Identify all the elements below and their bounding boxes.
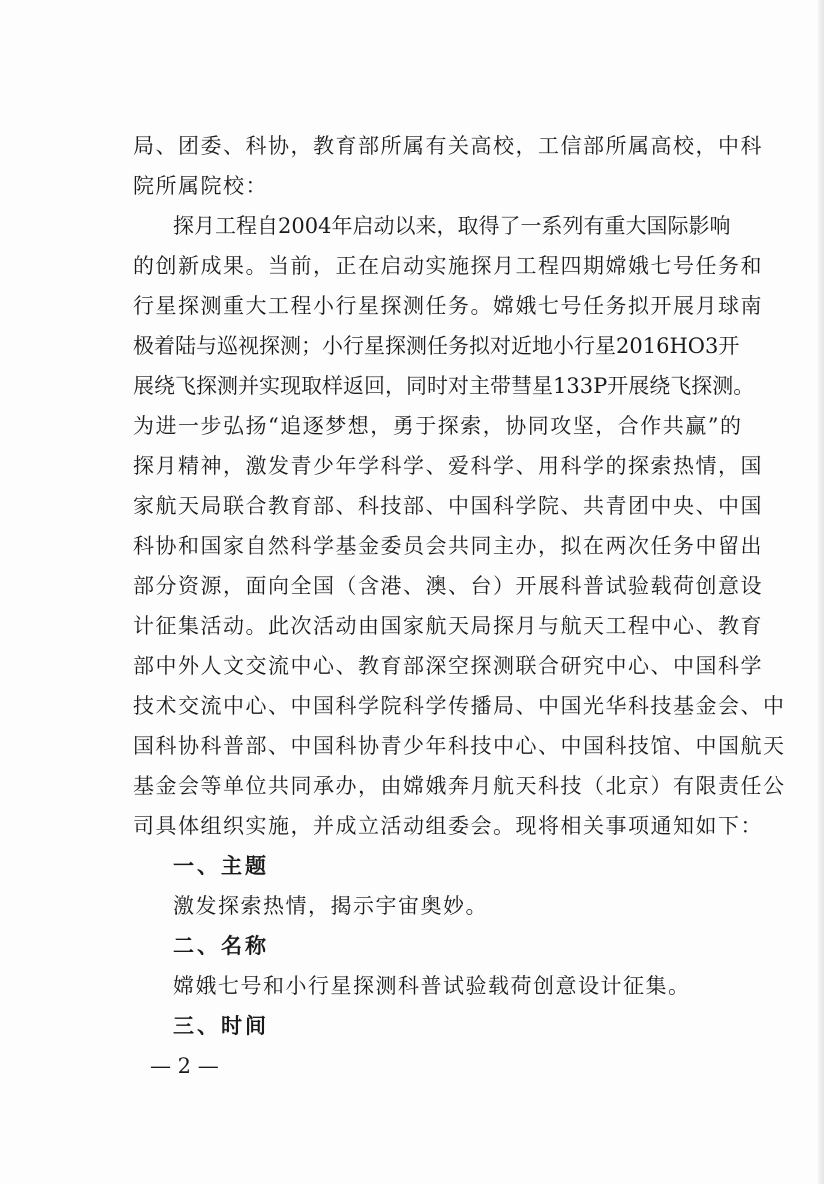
body-line-7: 展绕飞探测并实现取样返回，同时对主带彗星133P开展绕飞探测。 — [133, 374, 755, 398]
section-1-text: 激发探索热情，揭示宇宙奥妙。 — [173, 894, 488, 918]
body-line-17: 基金会等单位共同承办，由嫦娥奔月航天科技（北京）有限责任公 — [133, 774, 786, 798]
body-line-5: 行星探测重大工程小行星探测任务。嫦娥七号任务拟开展月球南 — [133, 294, 763, 318]
body-line-6: 极着陆与巡视探测；小行星探测任务拟对近地小行星2016HO3开 — [133, 334, 740, 358]
body-line-4: 的创新成果。当前，正在启动实施探月工程四期嫦娥七号任务和 — [133, 254, 763, 278]
body-line-11: 科协和国家自然科学基金委员会共同主办，拟在两次任务中留出 — [133, 534, 763, 558]
section-1-heading: 一、主题 — [173, 854, 269, 878]
body-line-2: 院所属院校： — [133, 174, 268, 198]
body-line-18: 司具体组织实施，并成立活动组委会。现将相关事项通知如下： — [133, 814, 763, 838]
section-2-text: 嫦娥七号和小行星探测科普试验载荷创意设计征集。 — [173, 974, 691, 998]
body-line-1: 局、团委、科协，教育部所属有关高校，工信部所属高校，中科 — [133, 134, 763, 158]
body-line-16: 国科协科普部、中国科协青少年科技中心、中国科技馆、中国航天 — [133, 734, 786, 758]
body-line-9: 探月精神，激发青少年学科学、爱科学、用科学的探索热情，国 — [133, 454, 763, 478]
body-line-8: 为进一步弘扬“追逐梦想，勇于探索，协同攻坚，合作共赢”的 — [133, 414, 743, 438]
paragraph-first-line: 探月工程自2004年启动以来，取得了一系列有重大国际影响 — [173, 214, 731, 238]
body-line-15: 技术交流中心、中国科学院科学传播局、中国光华科技基金会、中 — [133, 694, 786, 718]
body-line-14: 部中外人文交流中心、教育部深空探测联合研究中心、中国科学 — [133, 654, 763, 678]
body-line-13: 计征集活动。此次活动由国家航天局探月与航天工程中心、教育 — [133, 614, 763, 638]
page-number: — 2 — — [150, 1054, 219, 1078]
scan-edge-shadow — [818, 0, 824, 1184]
body-line-10: 家航天局联合教育部、科技部、中国科学院、共青团中央、中国 — [133, 494, 763, 518]
body-line-12: 部分资源，面向全国（含港、澳、台）开展科普试验载荷创意设 — [133, 574, 763, 598]
section-2-heading: 二、名称 — [173, 934, 269, 958]
section-3-heading: 三、时间 — [173, 1014, 269, 1038]
